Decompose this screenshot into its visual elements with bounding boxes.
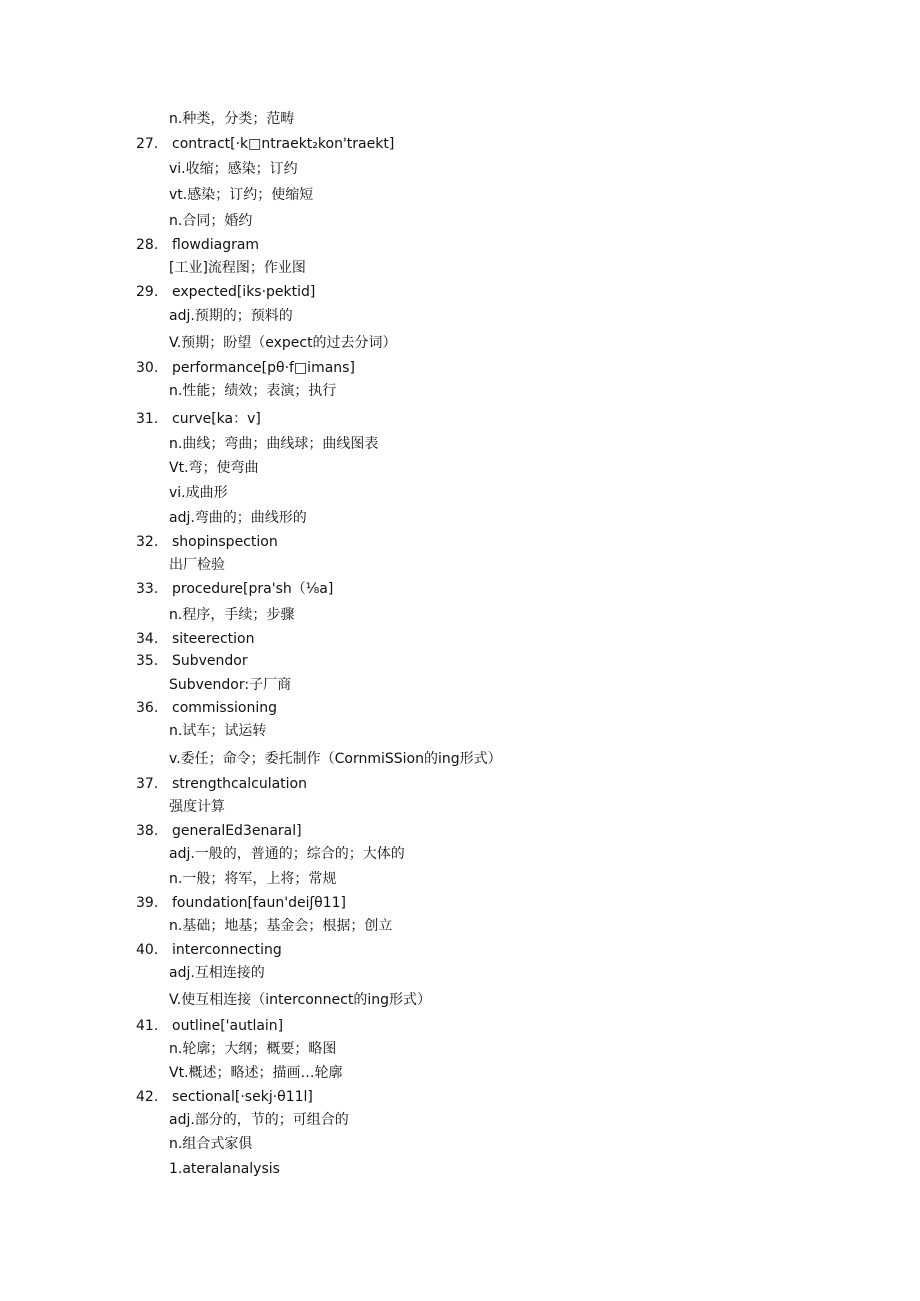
entry-number: 29. bbox=[136, 284, 159, 300]
definition-text: adj.预期的；预料的 bbox=[169, 308, 293, 324]
definition-text: adj.部分的，节的；可组合的 bbox=[169, 1112, 349, 1128]
entry-number: 42. bbox=[136, 1089, 159, 1105]
entry-number: 41. bbox=[136, 1018, 159, 1034]
definition-text: n.曲线；弯曲；曲线球；曲线图表 bbox=[169, 436, 379, 452]
definition-text: 强度计算 bbox=[169, 799, 225, 815]
definition-text: n.性能；绩效；表演；执行 bbox=[169, 383, 337, 399]
definition-text: Subvendor:子厂商 bbox=[169, 677, 292, 693]
entry-number: 37. bbox=[136, 776, 159, 792]
entry-number: 35. bbox=[136, 653, 159, 669]
entry-term: performance[pθ·f□imans] bbox=[172, 360, 355, 376]
definition-text: 出厂检验 bbox=[169, 557, 225, 573]
entry-term: interconnecting bbox=[172, 942, 282, 958]
definition-text: adj.一般的，普通的；综合的；大体的 bbox=[169, 846, 405, 862]
entry-term: outline['autlain] bbox=[172, 1018, 284, 1034]
definition-text: n.合同；婚约 bbox=[169, 213, 253, 229]
definition-text: n.试车；试运转 bbox=[169, 723, 267, 739]
definition-text: n.一般；将军，上将；常规 bbox=[169, 871, 337, 887]
definition-text: n.组合式家俱 bbox=[169, 1136, 253, 1152]
entry-term: contract[·k□ntraekt₂kon'traekt] bbox=[172, 136, 395, 152]
entry-term: curve[ka：v] bbox=[172, 411, 261, 427]
entry-term: siteerection bbox=[172, 631, 255, 647]
definition-text: vt.感染；订约；使缩短 bbox=[169, 187, 314, 203]
definition-text: Vt.概述；略述；描画…轮廓 bbox=[169, 1065, 343, 1081]
entry-number: 38. bbox=[136, 823, 159, 839]
entry-number: 34. bbox=[136, 631, 159, 647]
entry-term: generalEd3enaral] bbox=[172, 823, 302, 839]
definition-text: n.程序，手续；步骤 bbox=[169, 607, 295, 623]
entry-term: expected[iks·pektid] bbox=[172, 284, 316, 300]
definition-text: v.委任；命令；委托制作（CornmiSSion的ing形式） bbox=[169, 751, 502, 767]
entry-term: commissioning bbox=[172, 700, 277, 716]
entry-number: 30. bbox=[136, 360, 159, 376]
definition-text: n.轮廓；大纲；概要；略图 bbox=[169, 1041, 337, 1057]
entry-term: flowdiagram bbox=[172, 237, 260, 253]
definition-text: adj.弯曲的；曲线形的 bbox=[169, 510, 307, 526]
entry-term: sectional[·sekj·θ11l] bbox=[172, 1089, 313, 1105]
entry-number: 32. bbox=[136, 534, 159, 550]
entry-number: 33. bbox=[136, 581, 159, 597]
entry-term: Subvendor bbox=[172, 653, 248, 669]
entry-number: 39. bbox=[136, 895, 159, 911]
entry-number: 40. bbox=[136, 942, 159, 958]
definition-text: n.种类，分类；范畴 bbox=[169, 111, 295, 127]
definition-text: adj.互相连接的 bbox=[169, 965, 265, 981]
definition-text: [工业]流程图；作业图 bbox=[169, 260, 306, 276]
definition-text: V.预期；盼望（expect的过去分词） bbox=[169, 335, 397, 351]
definition-text: V.使互相连接（interconnect的ing形式） bbox=[169, 992, 431, 1008]
definition-text: Vt.弯；使弯曲 bbox=[169, 460, 259, 476]
entry-number: 28. bbox=[136, 237, 159, 253]
definition-text: vi.收缩；感染；订约 bbox=[169, 161, 298, 177]
entry-term: strengthcalculation bbox=[172, 776, 307, 792]
definition-text: vi.成曲形 bbox=[169, 485, 228, 501]
entry-number: 36. bbox=[136, 700, 159, 716]
definition-text: 1.ateralanalysis bbox=[169, 1161, 280, 1177]
entry-term: foundation[faun'deiʃθ11] bbox=[172, 895, 347, 911]
entry-term: shopinspection bbox=[172, 534, 278, 550]
entry-number: 31. bbox=[136, 411, 159, 427]
entry-term: procedure[pra'sh（⅛a] bbox=[172, 581, 334, 597]
definition-text: n.基础；地基；基金会；根据；创立 bbox=[169, 918, 393, 934]
entry-number: 27. bbox=[136, 136, 159, 152]
